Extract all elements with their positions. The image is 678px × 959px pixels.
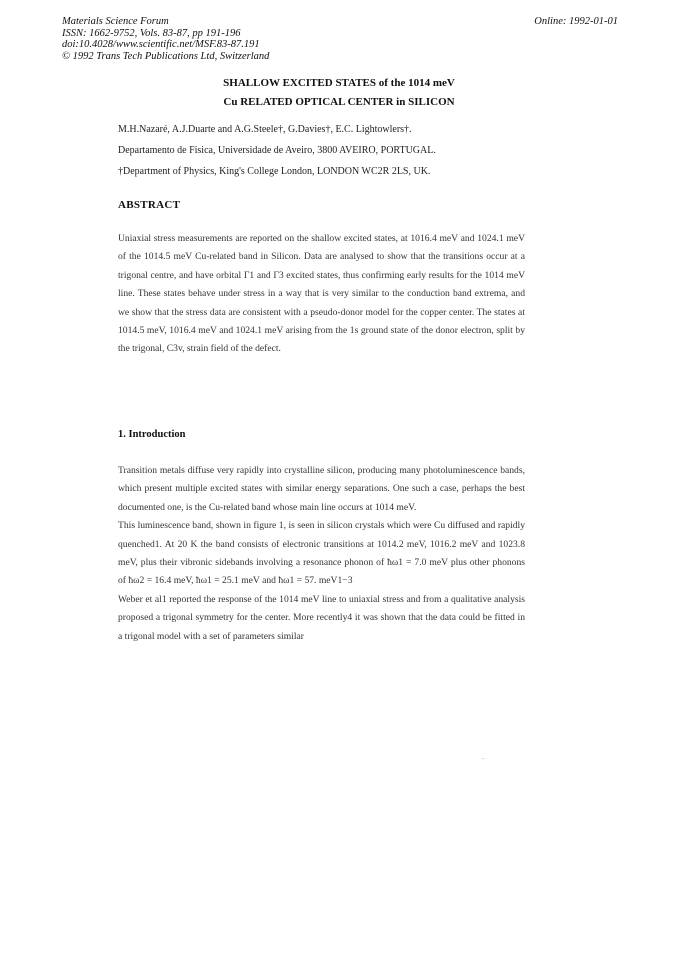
author-names: M.H.Nazaré, A.J.Duarte and A.G.Steele†, G.Davies†, E.C. Lightowlers†.: [118, 124, 412, 135]
intro-paragraph-3: Weber et al1 reported the response of the 1014 meV line to uniaxial stress and from a qualitative analysis proposed a trigonal symmetry for the center. More recently4 it was shown that the data could be fitted in a trigonal model with a set of parameters similar: [118, 593, 525, 642]
introduction-heading: 1. Introduction: [118, 429, 186, 440]
scan-speck: [482, 758, 484, 759]
article-header: [62, 16, 269, 62]
online-date: Online: 1992-01-01: [534, 16, 618, 27]
journal-name: Materials Science Forum: [62, 16, 169, 27]
copyright-line: © 1992 Trans Tech Publications Ltd, Switzerland: [62, 50, 270, 62]
abstract-heading: ABSTRACT: [118, 199, 181, 211]
author-block: [118, 119, 568, 182]
doi-line[interactable]: doi:10.4028/www.scientific.net/MSF.83-87.191: [62, 39, 260, 51]
introduction-body: [118, 462, 525, 646]
title-line-2: Cu RELATED OPTICAL CENTER in SILICON: [223, 96, 455, 108]
issn-line: ISSN: 1662-9752, Vols. 83-87, pp 191-196: [62, 27, 241, 39]
affiliation-aveiro: Departamento de Física, Universidade de Aveiro, 3800 AVEIRO, PORTUGAL.: [118, 145, 436, 156]
intro-paragraph-1: Transition metals diffuse very rapidly into crystalline silicon, producing many photoluminescence bands, which present multiple excited states with similar energy separations. One such a case, perhaps the best documented one, is the Cu-related band whose main line occurs at 1014 meV.: [118, 465, 525, 513]
title-line-1: SHALLOW EXCITED STATES of the 1014 meV: [223, 77, 455, 89]
abstract-text: Uniaxial stress measurements are reported on the shallow excited states, at 1016.4 meV and 1024.1 meV of the 1014.5 meV Cu-related band in Silicon. Data are analysed to show that the transitions occur at a trigonal centre, and have orbital Γ1 and Γ3 excited states, thus confirming early results for the 1014 meV line. These states behave under stress in a way that is very similar to the conduction band extrema, and we show that the stress data are consistent with a pseudo-donor model for the copper center. The states at 1014.5 meV, 1016.4 meV and 1024.1 meV arising from the 1s ground state of the donor electron, split by the trigonal, C3v, strain field of the defect.: [118, 233, 525, 355]
affiliation-kings: †Department of Physics, King's College London, LONDON WC2R 2LS, UK.: [118, 166, 431, 177]
intro-paragraph-2: This luminescence band, shown in figure 1, is seen in silicon crystals which were Cu diffused and rapidly quenched1. At 20 K the band consists of electronic transitions at 1014.2 meV, 1016.2 meV and 1023.8 meV, plus their vibronic sidebands involving a resonance phonon of ħω1 = 7.0 meV plus other phonons of ħω2 = 16.4 meV, ħω1 = 25.1 meV and ħω1 = 57. meV1−3: [118, 520, 525, 587]
paper-title: [118, 74, 560, 112]
